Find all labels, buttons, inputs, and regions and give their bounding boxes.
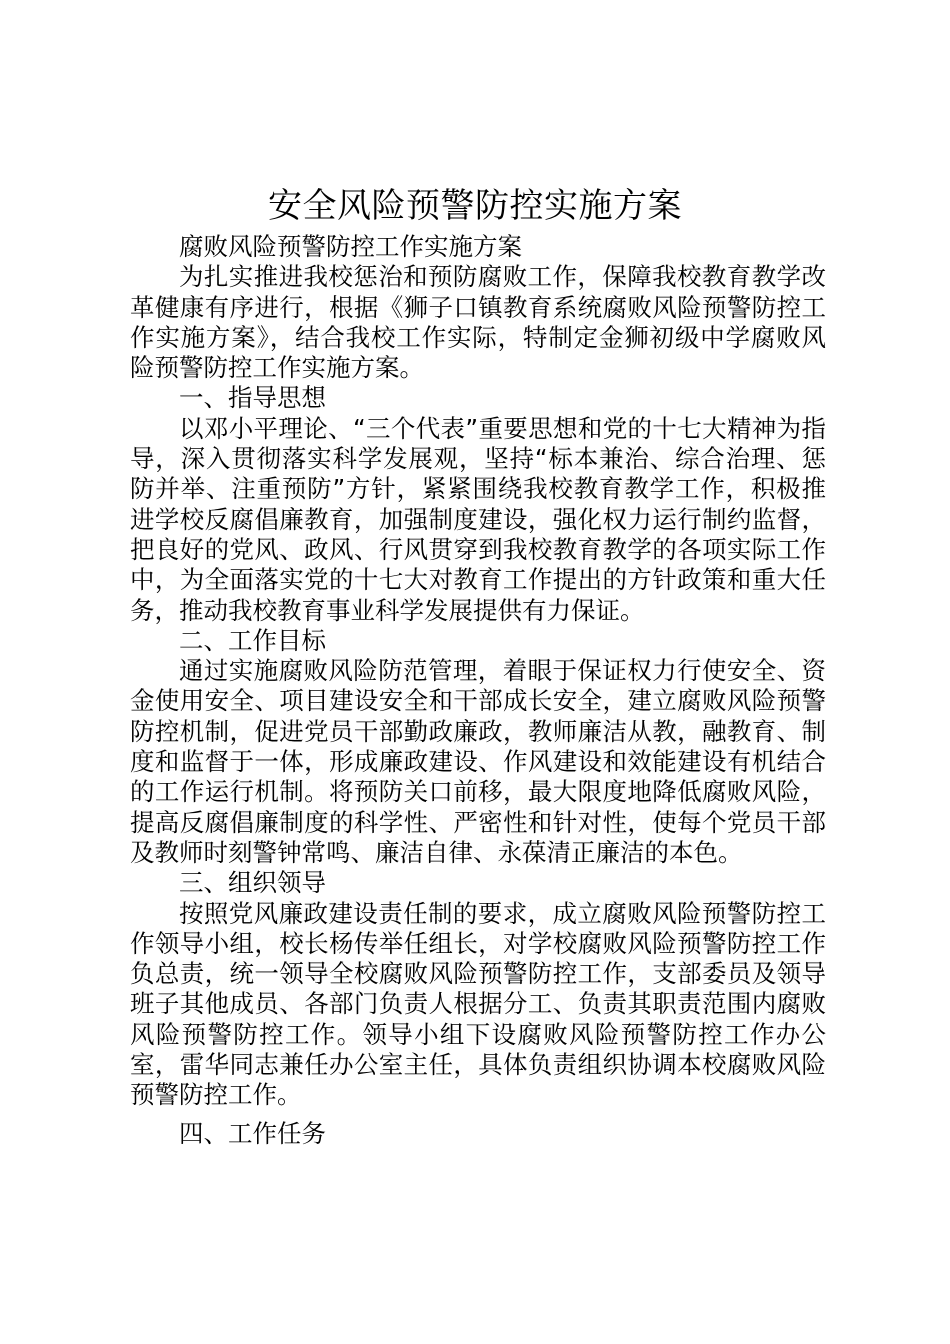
section-heading-guiding-ideology: 一、指导思想 bbox=[179, 383, 326, 413]
document-subtitle: 腐败风险预警防控工作实施方案 bbox=[179, 232, 522, 261]
document-body bbox=[130, 232, 826, 1149]
section-text-organization: 按照党风廉政建设责任制的要求，成立腐败风险预警防控工作领导小组，校长杨传举任组长，对学校腐败风险预警防控工作负总责，统一领导全校腐败风险预警防控工作，支部委员及领导班子其他成员、各部门负责人根据分工、负责其职责范围内腐败风险预警防控工作。领导小组下设腐败风险预警防控工作办公室，雷华同志兼任办公室主任，具体负责组织协调本校腐败风险预警防控工作。 bbox=[130, 898, 826, 1110]
section-heading-work-goals: 二、工作目标 bbox=[179, 625, 326, 655]
intro-paragraph: 为扎实推进我校惩治和预防腐败工作，保障我校教育教学改革健康有序进行，根据《狮子口镇教育系统腐败风险预警防控工作实施方案》，结合我校工作实际，特制定金狮初级中学腐败风险预警防控工作实施方案。 bbox=[130, 262, 826, 383]
section-text-work-goals: 通过实施腐败风险防范管理，着眼于保证权力行使安全、资金使用安全、项目建设安全和干部成长安全，建立腐败风险预警防控机制，促进党员干部勤政廉政，教师廉洁从教，融教育、制度和监督于一体，形成廉政建设、作风建设和效能建设有机结合的工作运行机制。将预防关口前移，最大限度地降低腐败风险，提高反腐倡廉制度的科学性、严密性和针对性，使每个党员干部及教师时刻警钟常鸣、廉洁自律、永葆清正廉洁的本色。 bbox=[130, 656, 826, 867]
document-title: 安全风险预警防控实施方案 bbox=[268, 186, 682, 226]
section-text-guiding-ideology: 以邓小平理论、“三个代表”重要思想和党的十七大精神为指导，深入贯彻落实科学发展观，坚持“标本兼治、综合治理、惩防并举、注重预防”方针，紧紧围绕我校教育教学工作，积极推进学校反腐倡廉教育，加强制度建设，强化权力运行制约监督，把良好的党风、政风、行风贯穿到我校教育教学的各项实际工作中，为全面落实党的十七大对教育工作提出的方针政策和重大任务，推动我校教育事业科学发展提供有力保证。 bbox=[130, 413, 826, 625]
section-heading-organization: 三、组织领导 bbox=[179, 868, 326, 898]
section-heading-work-tasks: 四、工作任务 bbox=[179, 1118, 326, 1148]
